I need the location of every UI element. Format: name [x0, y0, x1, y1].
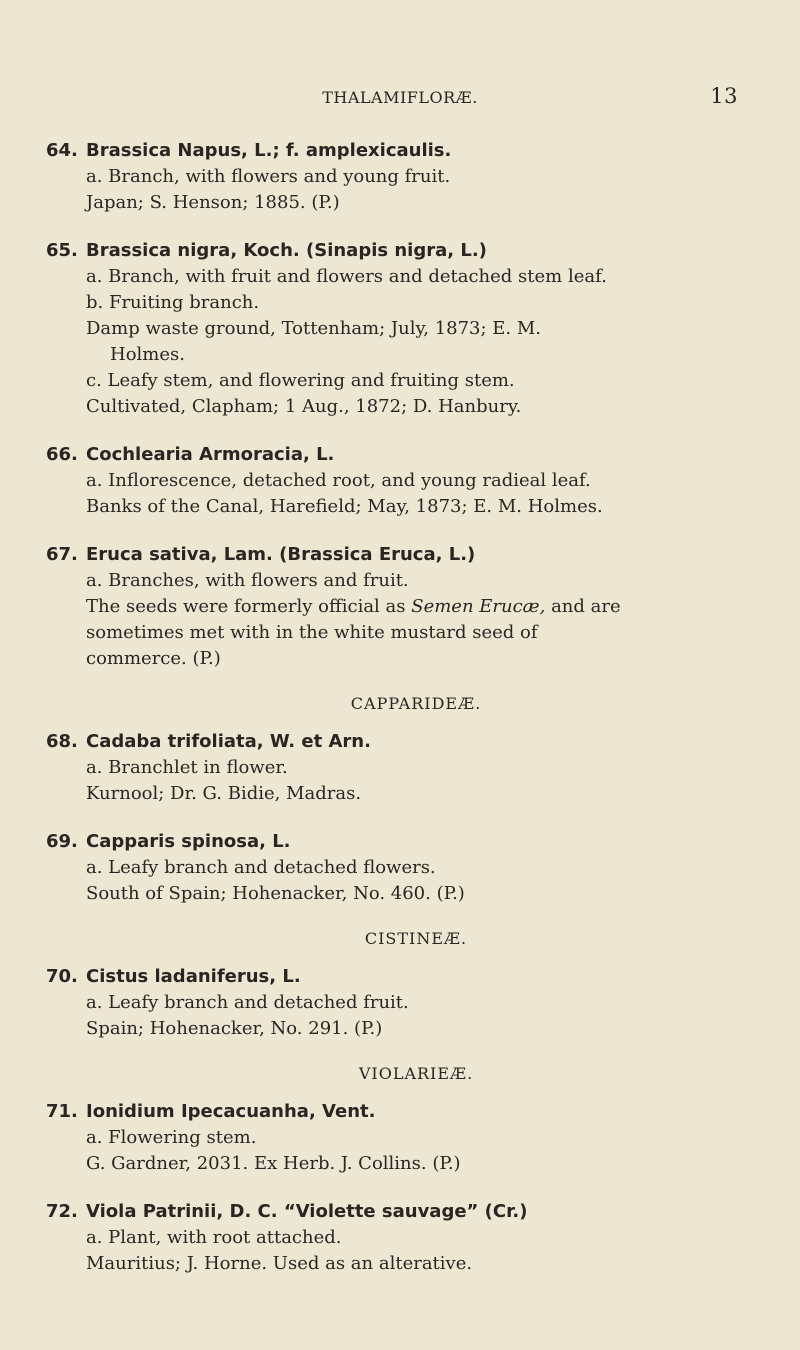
line-text: The seeds were formerly official as	[86, 596, 406, 617]
entry-line: a. Leafy branch and detached flowers.	[86, 857, 436, 878]
species-name: Cadaba trifoliata, W. et Arn.	[86, 731, 371, 752]
species-name: Cistus ladaniferus, L.	[86, 966, 301, 987]
entry-number: 72.	[46, 1201, 78, 1222]
species-name: Brassica Napus, L.; f. amplexicaulis.	[86, 140, 452, 161]
entry-72	[46, 1199, 746, 1277]
entry-number: 65.	[46, 240, 78, 261]
entry-line: a. Flowering stem.	[86, 1127, 257, 1148]
entry-number: 66.	[46, 444, 78, 465]
page-number: 13	[710, 84, 738, 108]
entry-64	[46, 138, 746, 216]
section-heading: VIOLARIEÆ.	[358, 1064, 474, 1083]
species-name: Capparis spinosa, L.	[86, 831, 291, 852]
section-heading: CAPPARIDEÆ.	[350, 694, 482, 713]
entry-number: 71.	[46, 1101, 78, 1122]
entry-65	[46, 238, 746, 420]
species-name: Cochlearia Armoracia, L.	[86, 444, 335, 465]
species-name: Eruca sativa, Lam. (Brassica Eruca, L.)	[86, 544, 476, 565]
entries-list	[46, 138, 746, 1299]
entry-line: sometimes met with in the white mustard seed of	[86, 622, 538, 643]
entry-line: Spain; Hohenacker, No. 291. (P.)	[86, 1018, 383, 1039]
entry-line	[46, 594, 746, 620]
entry-line: a. Leafy branch and detached fruit.	[86, 992, 409, 1013]
section-heading: CISTINEÆ.	[364, 929, 468, 948]
italic-term: Semen Erucæ,	[411, 596, 546, 617]
species-name: Brassica nigra, Koch. (Sinapis nigra, L.)	[86, 240, 487, 261]
running-title: THALAMIFLORÆ.	[322, 88, 478, 107]
entry-number: 64.	[46, 140, 78, 161]
entry-line: a. Inflorescence, detached root, and young radieal leaf.	[86, 470, 591, 491]
entry-67	[46, 542, 746, 672]
entry-line: a. Plant, with root attached.	[86, 1227, 342, 1248]
entry-line: Mauritius; J. Horne. Used as an alterative.	[86, 1253, 473, 1274]
entry-line: Damp waste ground, Tottenham; July, 1873; E. M.	[86, 318, 542, 339]
entry-line: G. Gardner, 2031. Ex Herb. J. Collins. (P.)	[86, 1153, 461, 1174]
species-name: Viola Patrinii, D. C. “Violette sauvage” (Cr.)	[86, 1201, 528, 1222]
entry-line: South of Spain; Hohenacker, No. 460. (P.)	[86, 883, 465, 904]
species-name: Ionidium Ipecacuanha, Vent.	[86, 1101, 376, 1122]
entry-line: commerce. (P.)	[86, 648, 221, 669]
entry-number: 68.	[46, 731, 78, 752]
entry-line: Japan; S. Henson; 1885. (P.)	[86, 192, 340, 213]
entry-number: 67.	[46, 544, 78, 565]
entry-71	[46, 1099, 746, 1177]
entry-line: a. Branch, with flowers and young fruit.	[86, 166, 451, 187]
entry-line: b. Fruiting branch.	[86, 292, 260, 313]
entry-number: 69.	[46, 831, 78, 852]
entry-line: a. Branch, with fruit and flowers and detached stem leaf.	[86, 266, 607, 287]
entry-line: Banks of the Canal, Harefield; May, 1873; E. M. Holmes.	[86, 496, 603, 517]
line-text: and are	[551, 596, 621, 617]
entry-line: c. Leafy stem, and flowering and fruiting stem.	[86, 370, 515, 391]
entry-66	[46, 442, 746, 520]
entry-line: Holmes.	[110, 344, 185, 365]
entry-line: a. Branches, with flowers and fruit.	[86, 570, 409, 591]
entry-69	[46, 829, 746, 907]
entry-70	[46, 964, 746, 1042]
entry-number: 70.	[46, 966, 78, 987]
entry-line: a. Branchlet in flower.	[86, 757, 288, 778]
entry-line: Kurnool; Dr. G. Bidie, Madras.	[86, 783, 362, 804]
entry-line: Cultivated, Clapham; 1 Aug., 1872; D. Hanbury.	[86, 396, 522, 417]
entry-68	[46, 729, 746, 807]
